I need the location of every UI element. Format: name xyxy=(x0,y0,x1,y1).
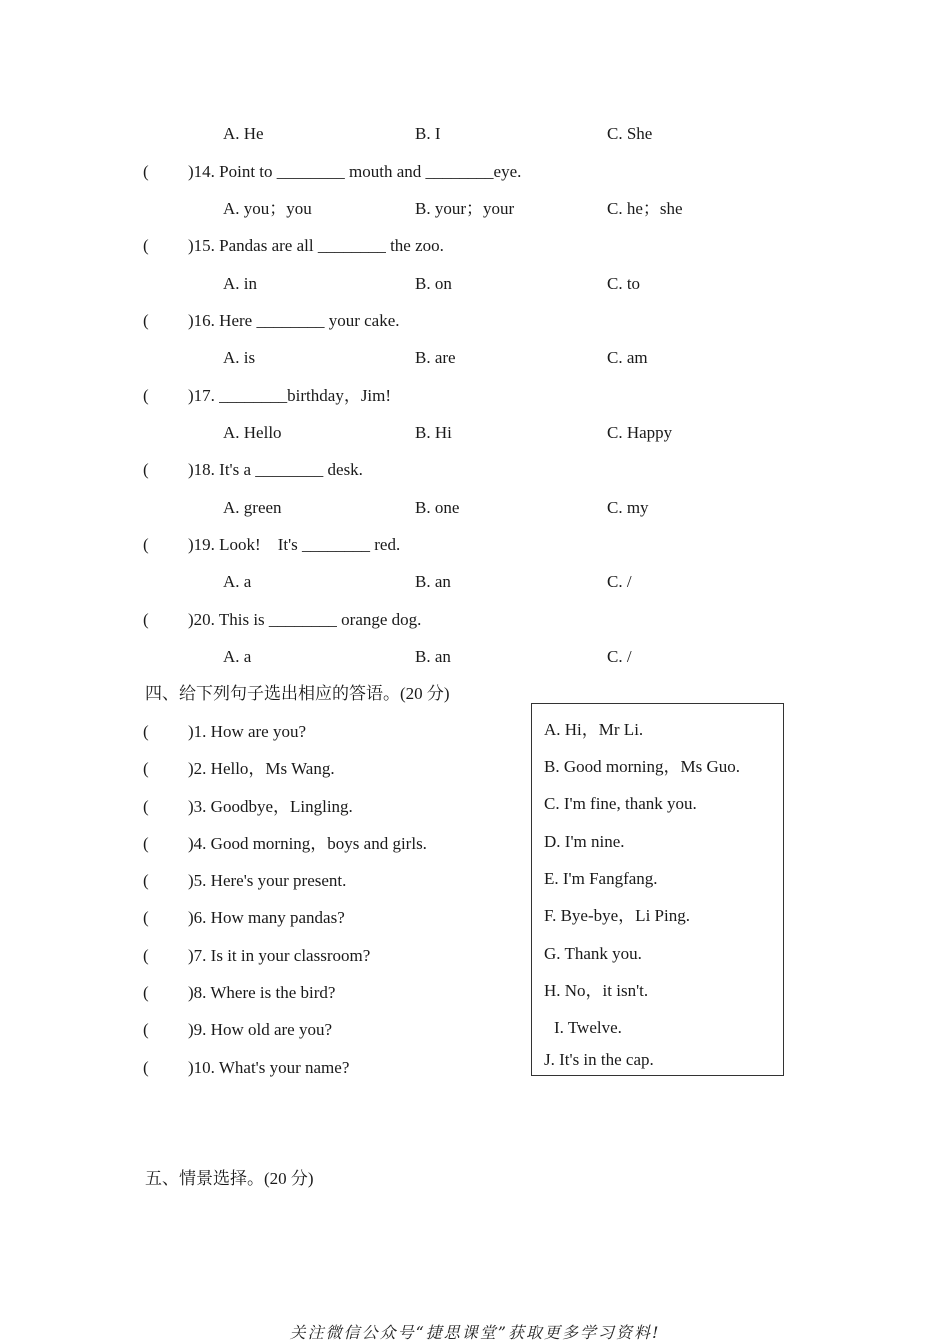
answer-bracket[interactable]: ( xyxy=(143,834,149,853)
option-c: C. to xyxy=(607,274,641,293)
option-a: A. is xyxy=(223,348,256,367)
option-b: B. on xyxy=(415,274,452,293)
answer-bracket[interactable]: ( xyxy=(143,1020,149,1039)
question-text: )15. Pandas are all ________ the zoo. xyxy=(188,236,444,255)
option-b: B. Hi xyxy=(415,423,452,442)
answer-bracket[interactable]: ( xyxy=(143,535,149,554)
answer-bracket[interactable]: ( xyxy=(143,460,149,479)
question-text: )20. This is ________ orange dog. xyxy=(188,610,422,629)
answer-bracket[interactable]: ( xyxy=(143,236,149,255)
option-a: A. a xyxy=(223,572,252,591)
answer-options-box xyxy=(531,703,784,1076)
question-text: )14. Point to ________ mouth and ________eye. xyxy=(188,162,522,181)
option-c: C. my xyxy=(607,498,649,517)
answer-option-b: B. Good morning，Ms Guo. xyxy=(544,757,740,776)
option-a: A. in xyxy=(223,274,257,293)
answer-bracket[interactable]: ( xyxy=(143,759,149,778)
option-b: B. an xyxy=(415,572,451,591)
option-a: A. green xyxy=(223,498,282,517)
question-text: )18. It's a ________ desk. xyxy=(188,460,363,479)
list-item: )10. What's your name? xyxy=(188,1058,350,1077)
answer-bracket[interactable]: ( xyxy=(143,722,149,741)
option-b: B. an xyxy=(415,647,451,666)
list-item: )8. Where is the bird? xyxy=(188,983,336,1002)
answer-bracket[interactable]: ( xyxy=(143,1058,149,1077)
answer-option-a: A. Hi，Mr Li. xyxy=(544,720,644,739)
q13-option-a: A. He xyxy=(223,124,264,143)
question-text: )17. ________birthday，Jim! xyxy=(188,386,392,405)
option-b: B. one xyxy=(415,498,460,517)
answer-option-f: F. Bye-bye，Li Ping. xyxy=(544,906,690,925)
answer-bracket[interactable]: ( xyxy=(143,162,149,181)
q13-option-c: C. She xyxy=(607,124,653,143)
footer-promo: 关注微信公众号“捷思课堂”获取更多学习资料! xyxy=(289,1323,661,1342)
list-item: )5. Here's your present. xyxy=(188,871,347,890)
answer-bracket[interactable]: ( xyxy=(143,983,149,1002)
option-a: A. Hello xyxy=(223,423,282,442)
q13-option-b: B. I xyxy=(415,124,441,143)
answer-option-j: J. It's in the cap. xyxy=(544,1050,654,1069)
list-item: )1. How are you? xyxy=(188,722,307,741)
answer-bracket[interactable]: ( xyxy=(143,610,149,629)
answer-bracket[interactable]: ( xyxy=(143,908,149,927)
answer-option-g: G. Thank you. xyxy=(544,944,642,963)
answer-bracket[interactable]: ( xyxy=(143,871,149,890)
answer-option-d: D. I'm nine. xyxy=(544,832,625,851)
answer-bracket[interactable]: ( xyxy=(143,386,149,405)
answer-option-h: H. No，it isn't. xyxy=(544,981,649,1000)
list-item: )9. How old are you? xyxy=(188,1020,332,1039)
list-item: )6. How many pandas? xyxy=(188,908,345,927)
section-4-heading: 四、给下列句子选出相应的答语。(20 分) xyxy=(145,684,450,703)
answer-option-c: C. I'm fine, thank you. xyxy=(544,794,697,813)
list-item: )3. Goodbye，Lingling. xyxy=(188,797,353,816)
list-item: )7. Is it in your classroom? xyxy=(188,946,371,965)
option-c: C. / xyxy=(607,572,632,591)
option-b: B. are xyxy=(415,348,456,367)
answer-bracket[interactable]: ( xyxy=(143,797,149,816)
option-b: B. your；your xyxy=(415,199,515,218)
question-text: )16. Here ________ your cake. xyxy=(188,311,400,330)
list-item: )4. Good morning，boys and girls. xyxy=(188,834,427,853)
question-text: )19. Look! It's ________ red. xyxy=(188,535,401,554)
option-c: C. Happy xyxy=(607,423,673,442)
answer-bracket[interactable]: ( xyxy=(143,946,149,965)
list-item: )2. Hello，Ms Wang. xyxy=(188,759,335,778)
answer-option-i: I. Twelve. xyxy=(554,1018,622,1037)
option-c: C. he；she xyxy=(607,199,683,218)
section-5-heading: 五、情景选择。(20 分) xyxy=(145,1169,314,1188)
option-a: A. a xyxy=(223,647,252,666)
option-a: A. you；you xyxy=(223,199,312,218)
option-c: C. am xyxy=(607,348,648,367)
answer-option-e: E. I'm Fangfang. xyxy=(544,869,658,888)
option-c: C. / xyxy=(607,647,632,666)
answer-bracket[interactable]: ( xyxy=(143,311,149,330)
